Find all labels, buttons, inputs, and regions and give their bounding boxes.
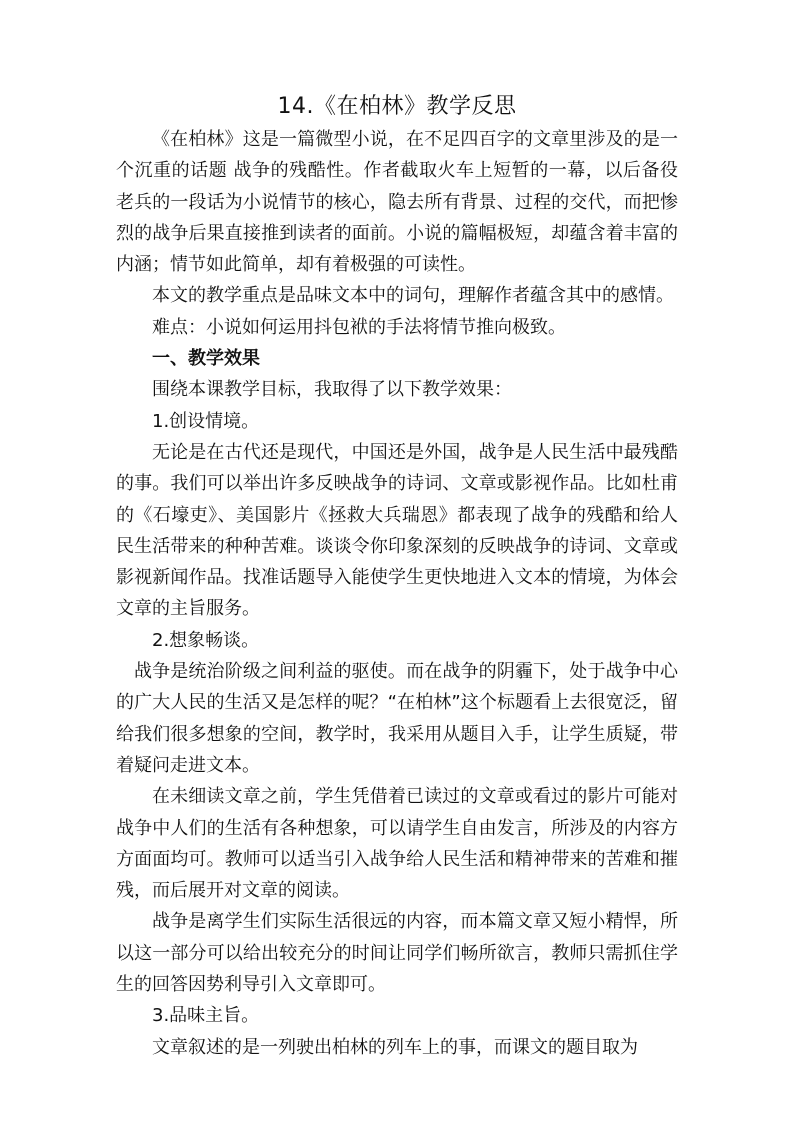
- paragraph-key-point: 本文的教学重点是品味文本中的词句，理解作者蕴含其中的感情。: [152, 285, 674, 307]
- paragraph-effect-intro: 围绕本课教学目标，我取得了以下教学效果：: [152, 379, 512, 401]
- paragraph-difficulty: 难点：小说如何运用抖包袱的手法将情节推向极致。: [152, 316, 566, 338]
- paragraph-imagine-discuss: 战争是统治阶级之间利益的驱使。而在战争的阴霾下，处于战争中心的广大人民的生活又是怎样的呢？“在柏林”这个标题看上去很宽泛，留给我们很多想象的空间，教学时，我采用从题目入手，让学生质疑，带着疑问走进文本。: [116, 661, 678, 776]
- subheading-imagine-discuss: 2.想象畅谈。: [152, 629, 260, 651]
- document-page: [116, 90, 678, 1063]
- paragraph-before-reading: 在未细读文章之前，学生凭借着已读过的文章或看过的影片可能对战争中人们的生活有各种想象，可以请学生自由发言，所涉及的内容方方面面均可。教师可以适当引入战争给人民生活和精神带来的苦难和摧残，而后展开对文章的阅读。: [116, 786, 678, 902]
- paragraph-create-context: 无论是在古代还是现代，中国还是外国，战争是人民生活中最残酷的事。我们可以举出许多反映战争的诗词、文章或影视作品。比如杜甫的《石壕吏》、美国影片《拯救大兵瑞恩》都表现了战争的残酷和给人民生活带来的种种苦难。谈谈令你印象深刻的反映战争的诗词、文章或影视新闻作品。找准话题导入能使学生更快地进入文本的情境，为体会文章的主旨服务。: [116, 441, 678, 620]
- document-title: 14.《在柏林》教学反思: [277, 94, 517, 119]
- subheading-theme: 3.品味主旨。: [152, 1005, 260, 1027]
- paragraph-intro: 《在柏林》这是一篇微型小说，在不足四百字的文章里涉及的是一个沉重的话题 战争的残酷性。作者截取火车上短暂的一幕，以后备役老兵的一段话为小说情节的核心，隐去所有背景、过程的交代，而把惨烈的战争后果直接推到读者的面前。小说的篇幅极短，却蕴含着丰富的内涵；情节如此简单，却有着极强的可读性。: [116, 129, 678, 276]
- paragraph-war-distance: 战争是离学生们实际生活很远的内容，而本篇文章又短小精悍，所以这一部分可以给出较充分的时间让同学们畅所欲言，教师只需抓住学生的回答因势利导引入文章即可。: [116, 911, 678, 996]
- subheading-create-context: 1.创设情境。: [152, 410, 260, 432]
- paragraph-theme: 文章叙述的是一列驶出柏林的列车上的事，而课文的题目取为: [152, 1036, 638, 1058]
- section-heading-teaching-effect: 一、教学效果: [152, 348, 260, 370]
